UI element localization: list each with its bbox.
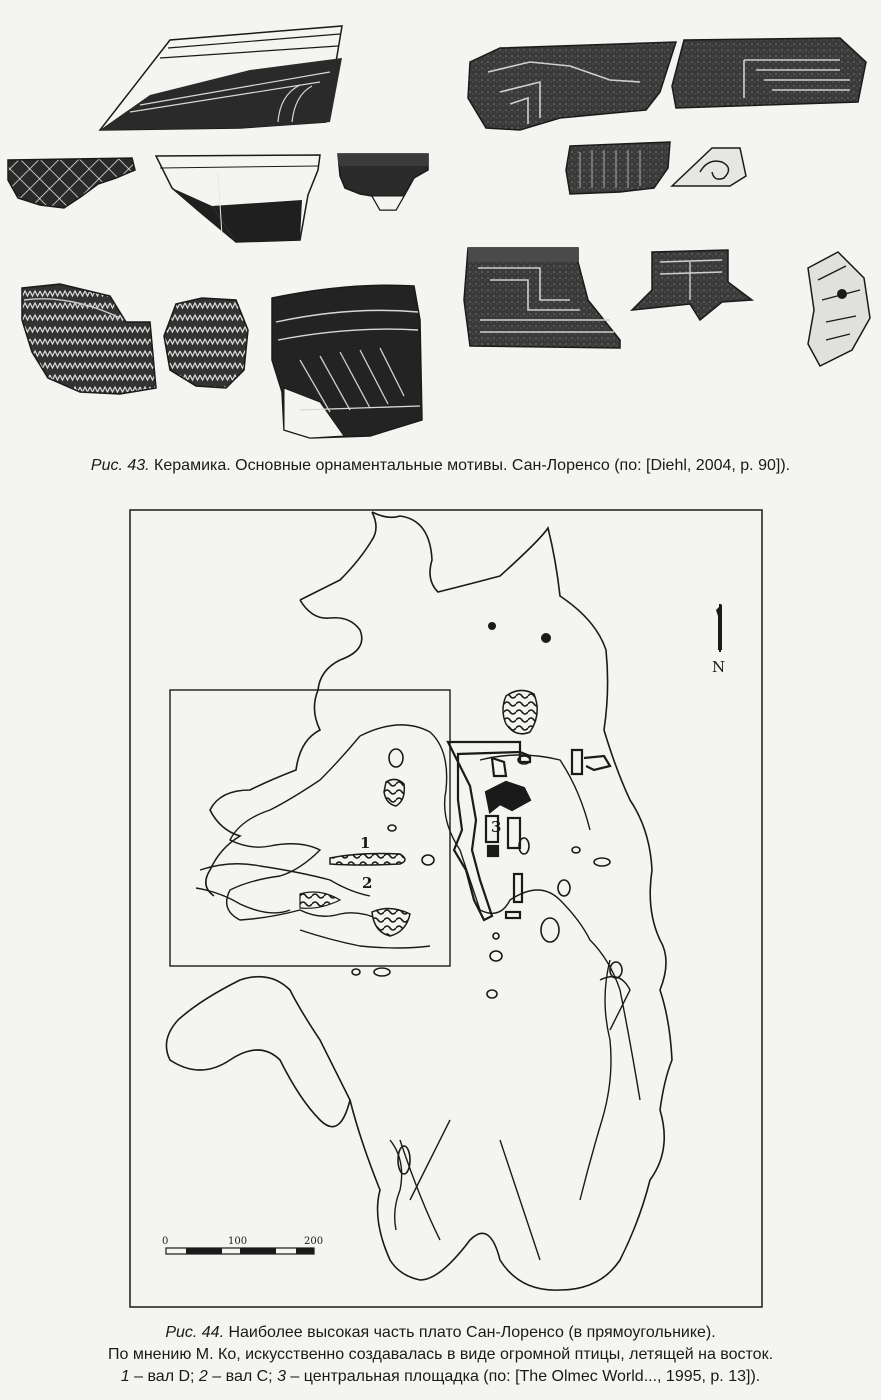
legend-num-1: 1 — [120, 1368, 130, 1385]
plateau-contour-south — [390, 960, 611, 1230]
map-label-1: 1 — [360, 834, 371, 852]
plateau-contour-inner — [227, 725, 640, 1100]
sherd-carved-right-6 — [808, 252, 870, 366]
plateau-contour-wings — [196, 755, 630, 1260]
map-label-2: 2 — [362, 874, 373, 892]
small-features — [352, 749, 622, 1174]
scale-tick-0: 0 — [162, 1236, 169, 1247]
sherd-large-incised — [272, 285, 422, 438]
figure-44-caption-line3 — [0, 1366, 881, 1388]
figure-43-label: Рис. 43. — [90, 457, 150, 474]
sherd-bowl-bicolor — [156, 155, 320, 242]
map-label-3: 3 — [491, 818, 502, 836]
sherd-zigzag-left — [22, 284, 156, 394]
sherd-textured-small — [164, 298, 248, 388]
map-frame — [130, 510, 762, 1307]
scale-bar — [166, 1248, 314, 1254]
scale-tick-200: 200 — [304, 1236, 324, 1247]
highest-part-rectangle — [170, 690, 450, 966]
sherd-carved-right-3 — [566, 142, 670, 194]
plateau-contour-outer — [166, 512, 672, 1290]
sherd-carved-right-5 — [632, 250, 752, 320]
figure-43-ceramics — [0, 0, 881, 450]
legend-text-1: – вал D; — [129, 1368, 199, 1385]
sherd-crosshatch — [8, 158, 135, 208]
north-arrow-icon — [716, 604, 722, 652]
sherd-carved-right-4 — [464, 248, 620, 348]
legend-num-2: 2 — [198, 1368, 208, 1385]
sherd-small-rim — [338, 154, 428, 210]
sherd-carved-right-1 — [468, 42, 676, 130]
sherd-spiral — [672, 148, 746, 186]
figure-44-map — [0, 500, 881, 1315]
legend-num-3: 3 — [277, 1368, 286, 1385]
legend-text-3: – центральная площадка (по: [The Olmec World..., 1995, p. 13]). — [285, 1368, 761, 1385]
figure-43-text: Керамика. Основные орнаментальные мотивы. Сан-Лоренсо (по: [Diehl, 2004, p. 90]). — [154, 457, 791, 474]
dark-spots — [488, 622, 551, 643]
central-plaza — [448, 742, 610, 920]
sherd-incised-rim — [100, 26, 342, 130]
legend-text-2: – вал C; — [207, 1368, 278, 1385]
figure-44-caption-line2: По мнению М. Ко, искусственно создавалась в виде огромной птицы, летящей на восток. — [107, 1346, 774, 1363]
figure-44-caption — [0, 1322, 881, 1388]
figure-44-caption-line1 — [0, 1322, 881, 1344]
figure-44-title: Наиболее высокая часть плато Сан-Лоренсо (в прямоугольнике). — [228, 1324, 716, 1341]
north-label: N — [712, 658, 726, 676]
sherd-carved-right-2 — [672, 38, 866, 108]
figure-44-label: Рис. 44. — [165, 1324, 225, 1341]
figure-43-caption — [0, 455, 881, 477]
scale-tick-100: 100 — [228, 1236, 248, 1247]
